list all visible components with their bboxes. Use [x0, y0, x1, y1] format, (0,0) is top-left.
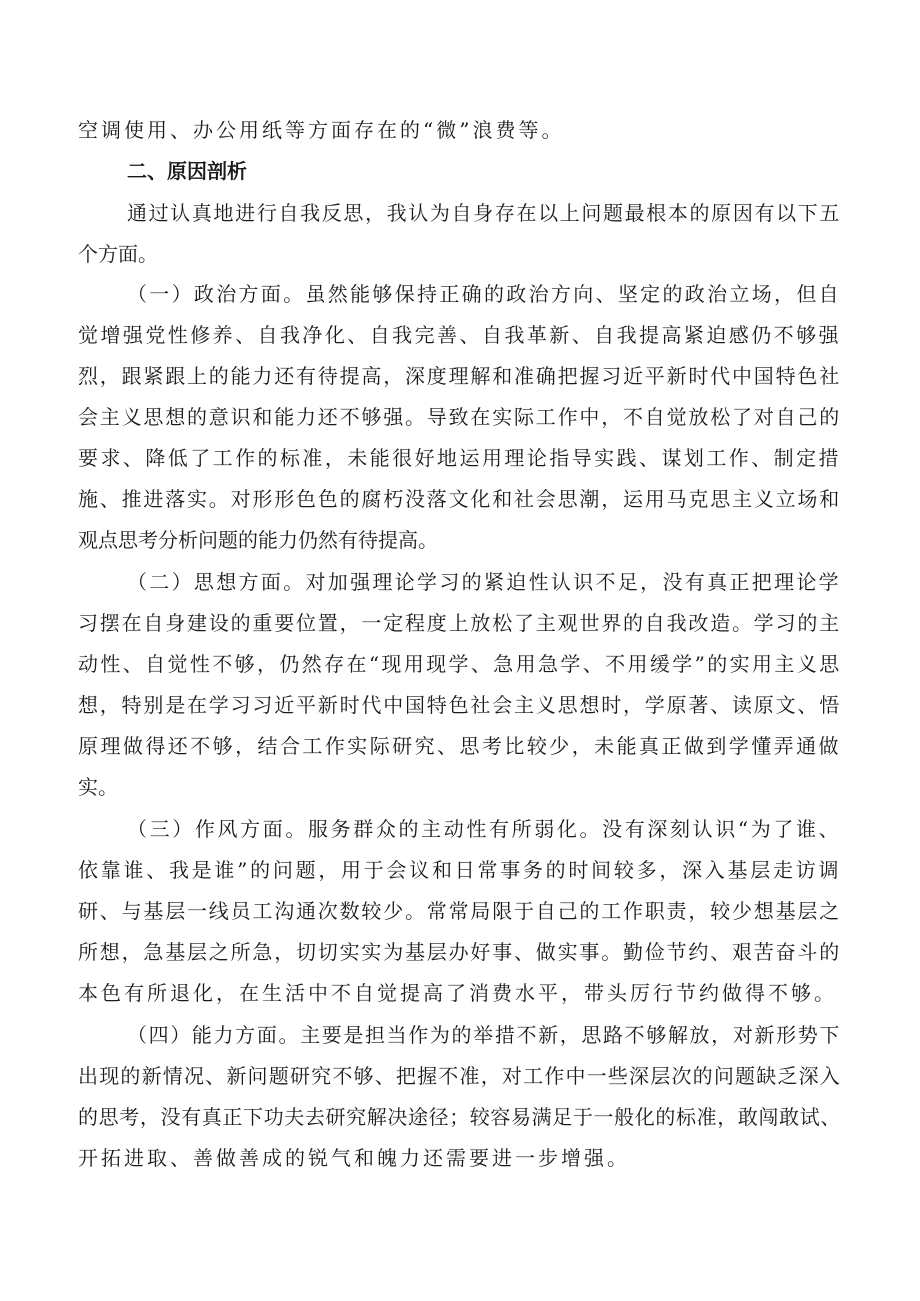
para-4-line-3: 的思考，没有真正下功夫去研究解决途径；较容易满足于一般化的标准，敢闯敢试、	[78, 1105, 841, 1129]
para-3-line-4: 所想，急基层之所急，切切实实为基层办好事、做实事。勤俭节约、艰苦奋斗的	[78, 940, 841, 964]
para-2-line-5: 原理做得还不够，结合工作实际研究、思考比较少，未能真正做到学懂弄通做	[78, 734, 841, 758]
para-1-line-1: （一）政治方面。虽然能够保持正确的政治方向、坚定的政治立场，但自	[127, 282, 841, 306]
para-1-line-4: 会主义思想的意识和能力还不够强。导致在实际工作中，不自觉放松了对自己的	[78, 405, 841, 429]
para-3-line-2: 依靠谁、我是谁”的问题，用于会议和日常事务的时间较多，深入基层走访调	[78, 858, 842, 882]
para-4-line-2: 出现的新情况、新问题研究不够、把握不准，对工作中一些深层次的问题缺乏深入	[78, 1064, 841, 1088]
para-4-line-4: 开拓进取、善做善成的锐气和魄力还需要进一步增强。	[78, 1146, 630, 1170]
para-1-line-2: 觉增强党性修养、自我净化、自我完善、自我革新、自我提高紧迫感仍不够强	[78, 323, 841, 347]
intro-line-2: 个方面。	[78, 242, 158, 266]
para-1-line-3: 烈，跟紧跟上的能力还有待提高，深度理解和准确把握习近平新时代中国特色社	[78, 364, 841, 388]
section-heading: 二、原因剖析	[127, 159, 247, 183]
opening-line: 空调使用、办公用纸等方面存在的“微”浪费等。	[78, 118, 565, 142]
para-2-line-3: 动性、自觉性不够，仍然存在“现用现学、急用急学、不用缓学”的实用主义思	[78, 652, 842, 676]
para-3-line-1: （三）作风方面。服务群众的主动性有所弱化。没有深刻认识“为了谁、	[127, 817, 842, 841]
para-3-line-3: 研、与基层一线员工沟通次数较少。常常局限于自己的工作职责，较少想基层之	[78, 899, 841, 923]
para-1-line-7: 观点思考分析问题的能力仍然有待提高。	[78, 528, 438, 552]
para-1-line-5: 要求、降低了工作的标准，未能很好地运用理论指导实践、谋划工作、制定措	[78, 446, 841, 470]
para-2-line-4: 想，特别是在学习习近平新时代中国特色社会主义思想时，学原著、读原文、悟	[78, 693, 841, 717]
para-3-line-5: 本色有所退化，在生活中不自觉提高了消费水平，带头厉行节约做得不够。	[78, 981, 837, 1005]
para-4-line-1: （四）能力方面。主要是担当作为的举措不新，思路不够解放，对新形势下	[127, 1023, 841, 1047]
intro-line-1: 通过认真地进行自我反思，我认为自身存在以上问题最根本的原因有以下五	[127, 201, 841, 225]
para-2-line-2: 习摆在自身建设的重要位置，一定程度上放松了主观世界的自我改造。学习的主	[78, 611, 841, 635]
para-2-line-1: （二）思想方面。对加强理论学习的紧迫性认识不足，没有真正把理论学	[127, 570, 841, 594]
para-1-line-6: 施、推进落实。对形形色色的腐朽没落文化和社会思潮，运用马克思主义立场和	[78, 487, 841, 511]
para-2-line-6: 实。	[78, 775, 118, 799]
